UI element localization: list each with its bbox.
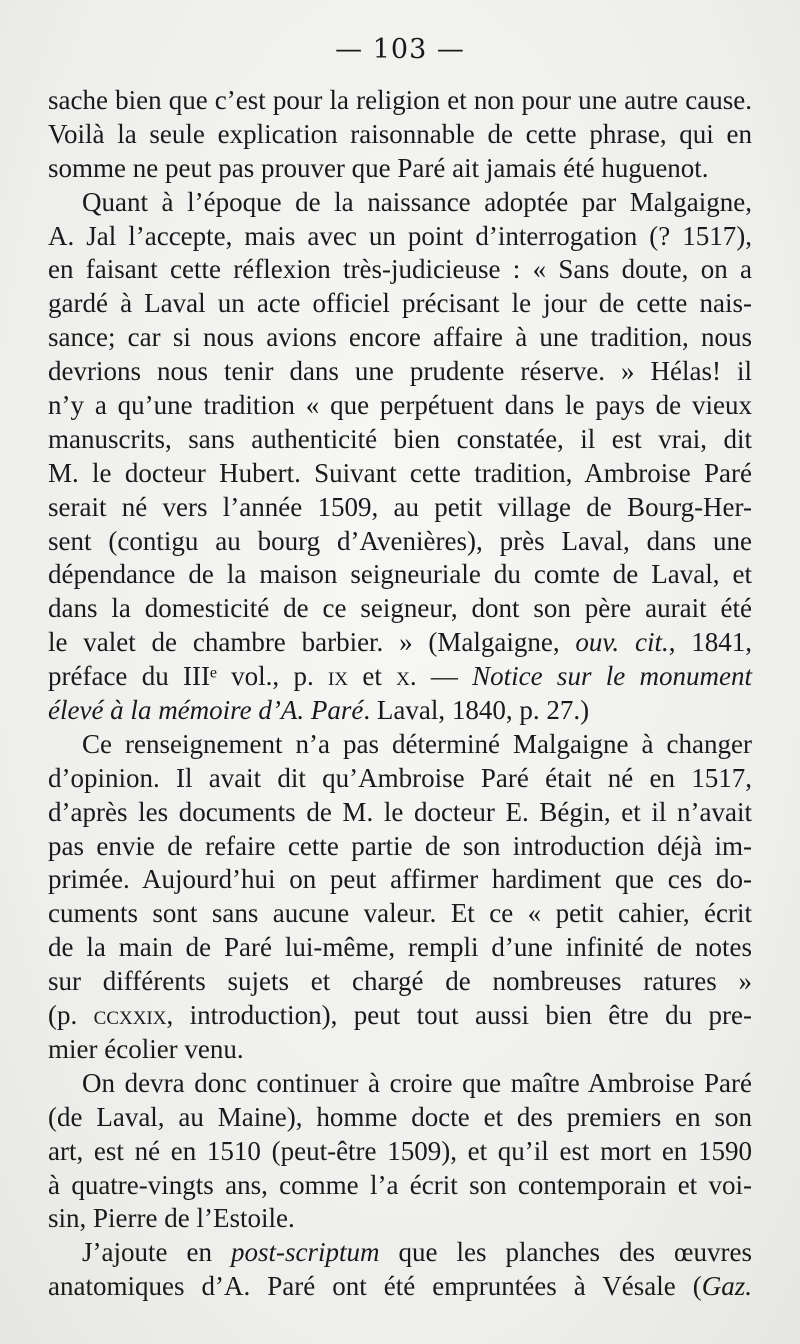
- small-caps-text: ix: [327, 661, 349, 692]
- text-line: [48, 796, 752, 830]
- text-line: [48, 287, 752, 321]
- text-line: [48, 1101, 752, 1135]
- text-line: [48, 592, 752, 626]
- text-run: d’opinion. Il avait dit qu’Ambroise Paré était né en 1517,: [48, 762, 752, 793]
- text-run: anatomiques d’A. Paré ont été empruntées à Vésale (: [48, 1271, 702, 1302]
- text-run: art, est né en 1510 (peut-être 1509), et qu’il est mort en 1590: [48, 1135, 752, 1166]
- text-line: [48, 84, 752, 118]
- small-caps-text: ccxxix: [93, 1000, 167, 1031]
- text-line: [48, 423, 752, 457]
- text-line: [48, 1236, 752, 1270]
- text-line: [48, 1067, 752, 1101]
- small-caps-text: x: [396, 661, 410, 692]
- text-run: manuscrits, sans authenticité bien constatée, il est vrai, dit: [48, 423, 752, 454]
- text-run: en faisant cette réflexion très-judicieuse : « Sans doute, on a: [48, 254, 752, 285]
- text-line: [48, 253, 752, 287]
- text-line: [48, 321, 752, 355]
- text-run: le valet de chambre barbier. » (Malgaigne,: [48, 627, 576, 658]
- text-line: [48, 626, 752, 660]
- text-run: et: [348, 661, 397, 692]
- text-line: [48, 897, 752, 931]
- text-line: [48, 1033, 752, 1067]
- text-line: [48, 694, 752, 728]
- text-line: [48, 525, 752, 559]
- italic-text: post-scriptum: [231, 1237, 380, 1268]
- text-run: sache bien que c’est pour la religion et non pour une autre cause.: [48, 85, 752, 115]
- text-run: Voilà la seule explication raisonnable de cette phrase, qui en: [48, 118, 752, 149]
- text-line: [48, 863, 752, 897]
- text-line: [48, 558, 752, 592]
- text-run: (de Laval, au Maine), homme docte et des premiers en son: [48, 1101, 752, 1132]
- italic-text: ouv. cit.: [575, 627, 669, 658]
- text-run: Ce renseignement n’a pas déterminé Malgaigne à changer: [82, 728, 752, 759]
- text-line: [48, 118, 752, 152]
- text-run: serait né vers l’année 1509, au petit village de Bourg-Her-: [48, 491, 752, 522]
- body-text: [48, 84, 752, 1304]
- text-run: dépendance de la maison seigneuriale du comte de Laval, et: [48, 559, 752, 590]
- text-line: [48, 965, 752, 999]
- text-line: [48, 152, 752, 186]
- text-run: n’y a qu’une tradition « que perpétuent dans le pays de vieux: [48, 390, 752, 421]
- text-line: [48, 1169, 752, 1203]
- text-run: On devra donc continuer à croire que maître Ambroise Paré: [82, 1067, 752, 1098]
- text-run: (p.: [48, 1000, 94, 1031]
- text-line: [48, 660, 752, 694]
- text-run: dans la domesticité de ce seigneur, dont son père aurait été: [48, 593, 752, 624]
- text-run: pas envie de refaire cette partie de son introduction déjà im-: [48, 830, 752, 861]
- text-line: [48, 830, 752, 864]
- text-line: [48, 762, 752, 796]
- text-run: , introduction), peut tout aussi bien être du pre-: [166, 1000, 752, 1031]
- text-run: sent (contigu au bourg d’Avenières), près Laval, dans une: [48, 525, 752, 556]
- text-line: [48, 999, 752, 1033]
- text-run: à quatre-vingts ans, comme l’a écrit son contemporain et voi-: [48, 1169, 752, 1200]
- italic-text: élevé à la mémoire d’A. Paré: [48, 695, 364, 726]
- text-run: J’ajoute en: [82, 1237, 231, 1268]
- text-run: sin, Pierre de l’Estoile.: [48, 1203, 295, 1234]
- text-run: . Laval, 1840, p. 27.): [363, 695, 590, 726]
- text-line: [48, 1270, 752, 1304]
- text-run: devrions nous tenir dans une prudente réserve. » Hélas! il: [48, 356, 752, 387]
- page-number: — 103 —: [335, 34, 465, 65]
- text-line: [48, 355, 752, 389]
- text-line: [48, 931, 752, 965]
- text-run: . —: [409, 661, 473, 692]
- text-line: [48, 491, 752, 525]
- text-run: de la main de Paré lui-même, rempli d’une infinité de notes: [48, 932, 752, 963]
- text-run: gardé à Laval un acte officiel précisant le jour de cette nais-: [48, 288, 752, 319]
- text-line: [48, 728, 752, 762]
- text-run: sance; car si nous avions encore affaire à une tradition, nous: [48, 322, 752, 353]
- text-run: d’après les documents de M. le docteur E. Bégin, et il n’avait: [48, 796, 752, 827]
- text-run: cuments sont sans aucune valeur. Et ce « petit cahier, écrit: [48, 898, 752, 929]
- text-line: [48, 186, 752, 220]
- text-run: sur différents sujets et chargé de nombreuses ratures »: [48, 966, 752, 997]
- text-run: A. Jal l’accepte, mais avec un point d’interrogation (? 1517),: [48, 220, 752, 251]
- text-run: , 1841,: [668, 627, 753, 658]
- italic-text: Gaz.: [701, 1271, 752, 1302]
- text-run: M. le docteur Hubert. Suivant cette tradition, Ambroise Paré: [48, 457, 752, 488]
- italic-text: Notice sur le monument: [472, 661, 752, 692]
- text-run: que les planches des œuvres: [379, 1237, 752, 1268]
- text-line: [48, 457, 752, 491]
- text-line: [48, 220, 752, 254]
- text-line: [48, 1202, 752, 1236]
- text-line: [48, 389, 752, 423]
- text-line: [48, 1135, 752, 1169]
- text-run: primée. Aujourd’hui on peut affirmer hardiment que ces do-: [48, 864, 752, 895]
- text-run: Quant à l’époque de la naissance adoptée par Malgaigne,: [82, 186, 752, 217]
- text-run: mier écolier venu.: [48, 1033, 244, 1064]
- text-run: somme ne peut pas prouver que Paré ait jamais été huguenot.: [48, 152, 709, 183]
- text-run: préface du IIIᵉ vol., p.: [48, 661, 328, 692]
